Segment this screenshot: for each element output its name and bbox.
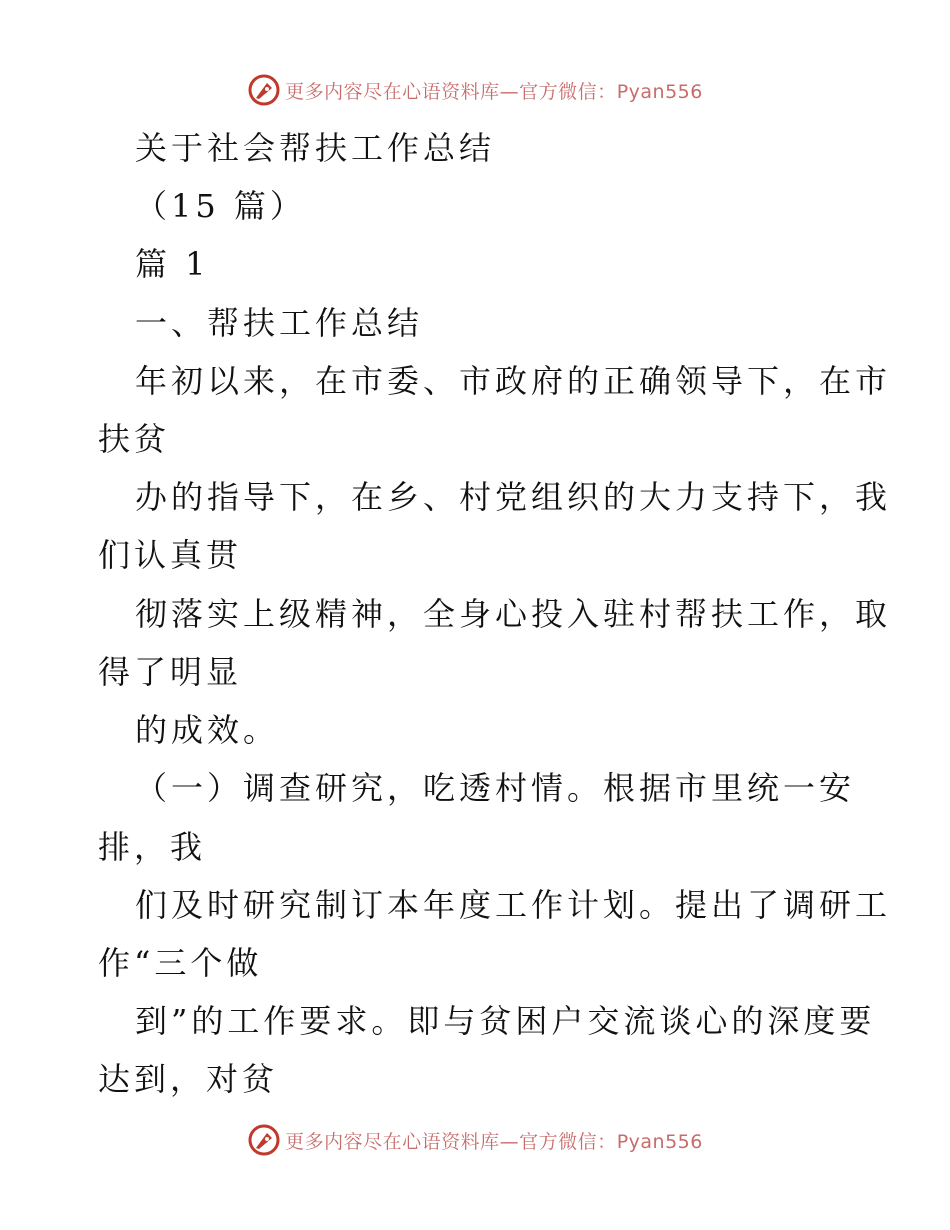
document-count: （15 篇） (135, 187, 306, 225)
paragraph-line: 到”的工作要求。即与贫困户交流谈心的深度要 (135, 1002, 876, 1040)
document-part-label: 篇 1 (135, 245, 210, 283)
paragraph-line: 年初以来，在市委、市政府的正确领导下，在市 (135, 362, 892, 400)
paragraph-line: 扶贫 (98, 420, 171, 458)
paragraph-line: （一）调查研究，吃透村情。根据市里统一安 (135, 769, 856, 807)
paragraph-line: 们及时研究制订本年度工作计划。提出了调研工 (135, 886, 892, 924)
paragraph-line: 达到，对贫 (98, 1060, 279, 1098)
paragraph-line: 们认真贯 (98, 536, 243, 574)
watermark-footer (0, 1120, 950, 1160)
paragraph-line: 作“三个做 (98, 944, 263, 982)
document-title: 关于社会帮扶工作总结 (135, 129, 496, 167)
section-heading: 一、帮扶工作总结 (135, 304, 424, 342)
watermark-wechat-label: 官方微信： (519, 80, 617, 103)
watermark-header (0, 70, 950, 110)
paragraph-line: 的成效。 (135, 711, 280, 749)
watermark-brand: 更多内容尽在心语资料库 (285, 80, 500, 103)
paragraph-line: 办的指导下，在乡、村党组织的大力支持下，我 (135, 478, 892, 516)
watermark-wechat-label: 官方微信： (519, 1130, 617, 1153)
watermark-dash: — (499, 1130, 520, 1153)
watermark-wechat-id: Pyan556 (616, 80, 703, 103)
paragraph-line: 排，我 (98, 828, 207, 866)
pen-nib-logo-icon (247, 73, 281, 107)
watermark-text (285, 1127, 703, 1154)
watermark-brand: 更多内容尽在心语资料库 (285, 1130, 500, 1153)
paragraph-line: 彻落实上级精神，全身心投入驻村帮扶工作，取 (135, 595, 892, 633)
watermark-text (285, 77, 703, 104)
pen-nib-logo-icon (247, 1123, 281, 1157)
paragraph-line: 得了明显 (98, 653, 243, 691)
watermark-dash: — (499, 80, 520, 103)
watermark-wechat-id: Pyan556 (616, 1130, 703, 1153)
